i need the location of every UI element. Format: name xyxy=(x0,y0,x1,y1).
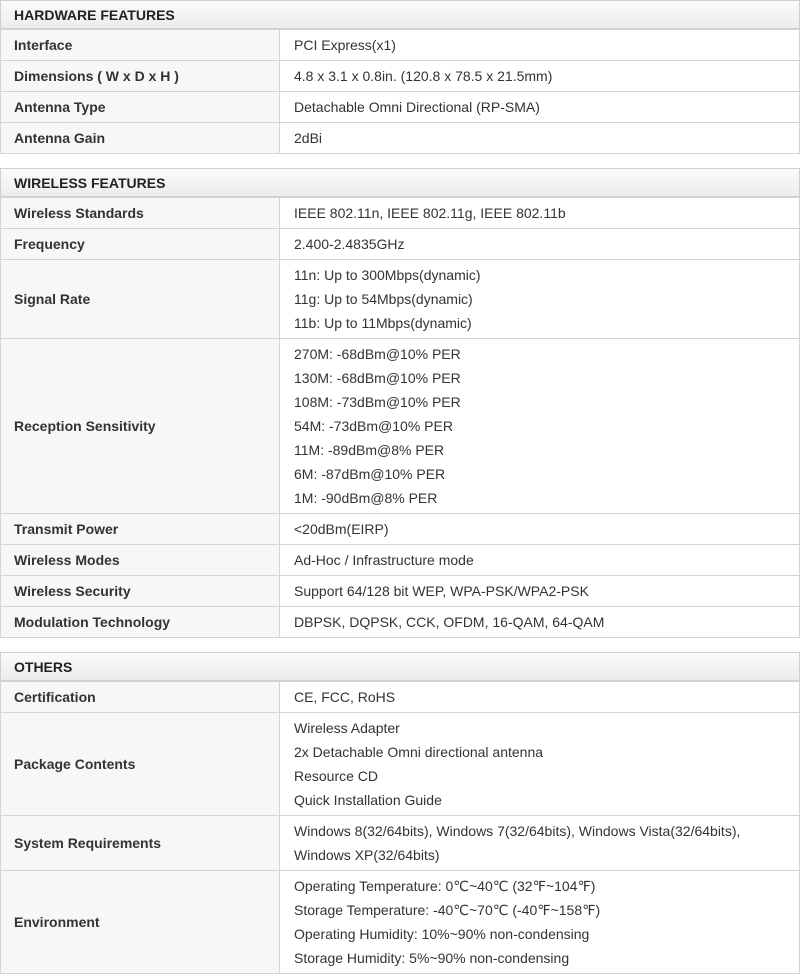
spec-label: Reception Sensitivity xyxy=(1,339,280,514)
section-heading: HARDWARE FEATURES xyxy=(0,0,800,29)
spec-row xyxy=(1,92,800,123)
spec-label: Modulation Technology xyxy=(1,607,280,638)
spec-row xyxy=(1,576,800,607)
spec-value-line: Windows 8(32/64bits), Windows 7(32/64bits), Windows Vista(32/64bits), xyxy=(294,823,741,839)
spec-value-line: DBPSK, DQPSK, CCK, OFDM, 16-QAM, 64-QAM xyxy=(294,614,605,630)
spec-value-line: Ad-Hoc / Infrastructure mode xyxy=(294,552,474,568)
spec-value xyxy=(280,30,800,61)
section-hardware-features xyxy=(0,0,800,154)
spec-value-line: IEEE 802.11n, IEEE 802.11g, IEEE 802.11b xyxy=(294,205,566,221)
spec-value xyxy=(280,713,800,816)
spec-label: Antenna Type xyxy=(1,92,280,123)
spec-value xyxy=(280,816,800,871)
spec-row xyxy=(1,816,800,871)
spec-value-line: 4.8 x 3.1 x 0.8in. (120.8 x 78.5 x 21.5mm) xyxy=(294,68,553,84)
spec-label: Environment xyxy=(1,871,280,974)
spec-value xyxy=(280,229,800,260)
spec-row xyxy=(1,260,800,339)
spec-value xyxy=(280,514,800,545)
spec-value-line: 2x Detachable Omni directional antenna xyxy=(294,744,544,760)
spec-row xyxy=(1,339,800,514)
spec-value xyxy=(280,871,800,974)
spec-value-line: Support 64/128 bit WEP, WPA-PSK/WPA2-PSK xyxy=(294,583,589,599)
section-others xyxy=(0,652,800,974)
spec-value xyxy=(280,682,800,713)
spec-row xyxy=(1,61,800,92)
spec-label: Wireless Modes xyxy=(1,545,280,576)
spec-table xyxy=(0,197,800,638)
spec-value-line: 130M: -68dBm@10% PER xyxy=(294,370,461,386)
spec-value-line: Resource CD xyxy=(294,768,379,784)
spec-value xyxy=(280,339,800,514)
spec-label: Signal Rate xyxy=(1,260,280,339)
spec-value-line: 2dBi xyxy=(294,130,323,146)
spec-value xyxy=(280,607,800,638)
spec-value-line: CE, FCC, RoHS xyxy=(294,689,396,705)
section-wireless-features xyxy=(0,168,800,638)
section-heading: OTHERS xyxy=(0,652,800,681)
spec-label: Certification xyxy=(1,682,280,713)
spec-label: Dimensions ( W x D x H ) xyxy=(1,61,280,92)
spec-value-line: Quick Installation Guide xyxy=(294,792,442,808)
spec-row xyxy=(1,30,800,61)
spec-label: Frequency xyxy=(1,229,280,260)
spec-value-line: Detachable Omni Directional (RP-SMA) xyxy=(294,99,540,115)
spec-value xyxy=(280,545,800,576)
spec-row xyxy=(1,514,800,545)
spec-value-line: 11M: -89dBm@8% PER xyxy=(294,442,445,458)
spec-table xyxy=(0,29,800,154)
spec-label: Interface xyxy=(1,30,280,61)
spec-value xyxy=(280,123,800,154)
spec-row xyxy=(1,871,800,974)
spec-value-line: Wireless Adapter xyxy=(294,720,400,736)
spec-value xyxy=(280,92,800,123)
spec-value-line: Operating Humidity: 10%~90% non-condensing xyxy=(294,926,590,942)
spec-value-line: 54M: -73dBm@10% PER xyxy=(294,418,453,434)
spec-value-line: Windows XP(32/64bits) xyxy=(294,847,440,863)
spec-label: Package Contents xyxy=(1,713,280,816)
spec-label: Transmit Power xyxy=(1,514,280,545)
spec-table xyxy=(0,681,800,974)
spec-label: System Requirements xyxy=(1,816,280,871)
spec-value xyxy=(280,576,800,607)
spec-value-line: 2.400-2.4835GHz xyxy=(294,236,405,252)
spec-value-line: 11b: Up to 11Mbps(dynamic) xyxy=(294,315,472,331)
spec-value-line: <20dBm(EIRP) xyxy=(294,521,389,537)
spec-value-line: 108M: -73dBm@10% PER xyxy=(294,394,461,410)
spec-value-line: 11n: Up to 300Mbps(dynamic) xyxy=(294,267,481,283)
spec-value xyxy=(280,260,800,339)
spec-value-line: 270M: -68dBm@10% PER xyxy=(294,346,461,362)
spec-value xyxy=(280,61,800,92)
spec-row xyxy=(1,198,800,229)
spec-value-line: 6M: -87dBm@10% PER xyxy=(294,466,446,482)
spec-row xyxy=(1,545,800,576)
spec-row xyxy=(1,607,800,638)
spec-label: Wireless Security xyxy=(1,576,280,607)
spec-value-line: Operating Temperature: 0℃~40℃ (32℉~104℉) xyxy=(294,878,596,894)
spec-row xyxy=(1,229,800,260)
spec-row xyxy=(1,713,800,816)
spec-value-line: Storage Temperature: -40℃~70℃ (-40℉~158℉) xyxy=(294,902,601,918)
spec-label: Antenna Gain xyxy=(1,123,280,154)
spec-value-line: Storage Humidity: 5%~90% non-condensing xyxy=(294,950,570,966)
spec-row xyxy=(1,123,800,154)
spec-label: Wireless Standards xyxy=(1,198,280,229)
spec-value-line: PCI Express(x1) xyxy=(294,37,396,53)
section-heading: WIRELESS FEATURES xyxy=(0,168,800,197)
spec-value xyxy=(280,198,800,229)
spec-value-line: 11g: Up to 54Mbps(dynamic) xyxy=(294,291,473,307)
spec-row xyxy=(1,682,800,713)
spec-value-line: 1M: -90dBm@8% PER xyxy=(294,490,438,506)
